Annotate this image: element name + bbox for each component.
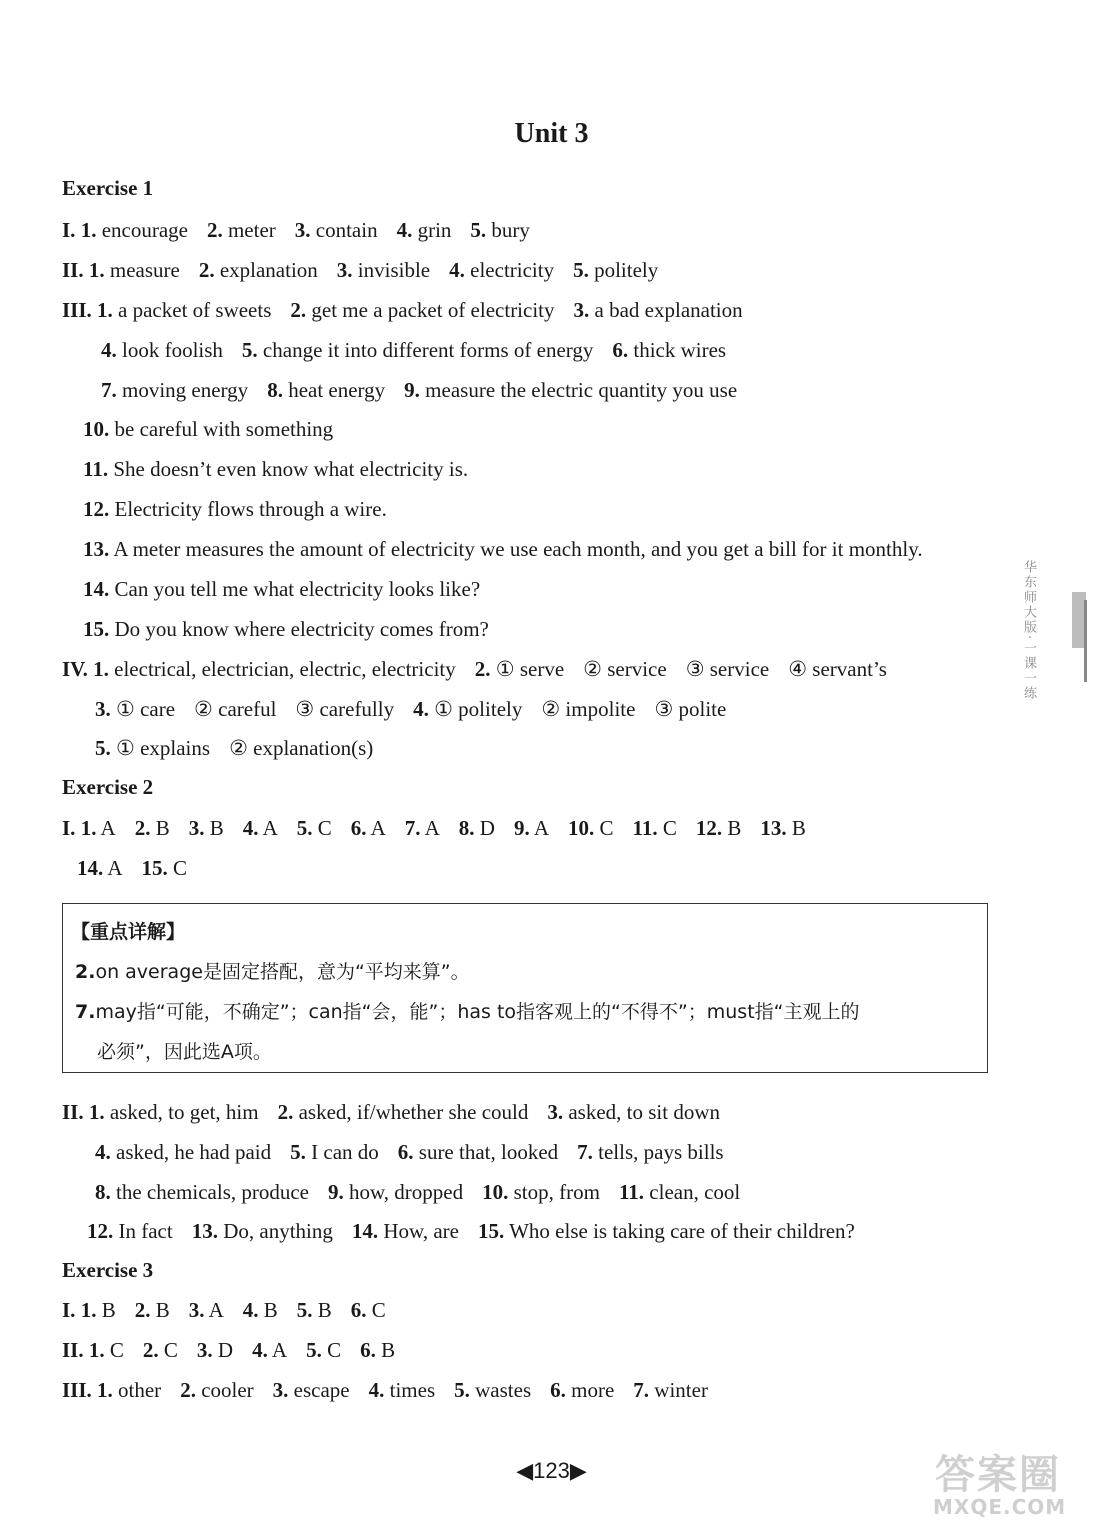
- side-caption: 华东师大版·一课一练: [1021, 560, 1036, 702]
- item-answer: A meter measures the amount of electricity we use each month, and you get a bill for it monthly.: [113, 537, 923, 561]
- answer-line: [83, 616, 489, 642]
- section-label: III.: [62, 1378, 92, 1402]
- answer-item: [229, 735, 373, 761]
- answer-item: [81, 815, 116, 841]
- item-answer: B: [263, 1298, 278, 1322]
- item-answer: measure: [109, 258, 180, 282]
- answer-item: [514, 815, 549, 841]
- watermark-logo: 答案圈 MXQE.COM: [933, 1452, 1067, 1519]
- answer-line: [62, 1377, 708, 1403]
- item-number: 2.: [198, 258, 215, 282]
- item-answer: tells, pays bills: [598, 1140, 724, 1164]
- answer-item: [633, 815, 677, 841]
- item-number: 1.: [80, 1298, 97, 1322]
- answer-item: [397, 217, 452, 243]
- answer-line: [62, 257, 658, 283]
- answer-item: [482, 1179, 600, 1205]
- item-answer: how, dropped: [349, 1180, 464, 1204]
- item-number: 11.: [83, 457, 109, 481]
- answer-item: [306, 1337, 341, 1363]
- answer-item: [87, 1218, 173, 1244]
- item-answer: ③ carefully: [295, 697, 395, 721]
- answer-line: [101, 377, 737, 403]
- answer-item: [574, 297, 743, 323]
- answer-item: [612, 337, 726, 363]
- item-number: 15.: [141, 856, 168, 880]
- item-answer: invisible: [357, 258, 431, 282]
- item-answer: C: [327, 1338, 342, 1362]
- answer-item: [180, 1377, 253, 1403]
- item-number: 5.: [470, 218, 487, 242]
- answer-item: [278, 1099, 529, 1125]
- item-answer: D: [479, 816, 495, 840]
- item-answer: politely: [594, 258, 659, 282]
- section-label: II.: [62, 258, 84, 282]
- page-title: Unit 3: [514, 118, 589, 149]
- item-number: 6.: [550, 1378, 566, 1402]
- answer-item: [449, 257, 554, 283]
- answer-item: [550, 1377, 614, 1403]
- item-number: 4.: [252, 1338, 268, 1362]
- item-answer: a bad explanation: [594, 298, 743, 322]
- item-number: 12.: [83, 497, 110, 521]
- item-number: 1.: [97, 298, 113, 322]
- item-answer: A: [424, 816, 440, 840]
- item-answer: ① explains: [116, 736, 211, 760]
- item-answer: A: [533, 816, 549, 840]
- item-answer: ② explanation(s): [229, 736, 374, 760]
- answer-line: [83, 496, 387, 522]
- answer-item: [568, 815, 614, 841]
- item-answer: A: [100, 816, 116, 840]
- item-number: 7.: [404, 816, 421, 840]
- item-answer: asked, to get, him: [109, 1100, 259, 1124]
- item-number: 13.: [83, 537, 110, 561]
- answer-item: [194, 696, 276, 722]
- item-answer: ① politely: [434, 697, 523, 721]
- item-number: 3.: [188, 1298, 205, 1322]
- answer-item: [97, 1377, 161, 1403]
- item-number: 13.: [191, 1219, 218, 1243]
- answer-item: [81, 217, 188, 243]
- section-label: IV.: [62, 657, 88, 681]
- item-number: 3.: [95, 697, 111, 721]
- item-number: 6.: [360, 1338, 376, 1362]
- answer-item: [788, 656, 887, 682]
- item-answer: change it into different forms of energy: [262, 338, 594, 362]
- item-number: 5.: [241, 338, 258, 362]
- item-answer: a packet of sweets: [118, 298, 272, 322]
- section-label: I.: [62, 218, 76, 242]
- item-answer: A: [208, 1298, 224, 1322]
- item-number: 2.: [142, 1338, 159, 1362]
- answer-item: [252, 1337, 287, 1363]
- item-number: 15.: [83, 617, 110, 641]
- item-answer: Can you tell me what electricity looks like?: [114, 577, 481, 601]
- item-answer: escape: [293, 1378, 350, 1402]
- item-number: 4.: [368, 1378, 385, 1402]
- item-number: 2.: [290, 298, 307, 322]
- item-answer: C: [173, 856, 188, 880]
- answer-line: [87, 1218, 855, 1244]
- answer-item: [547, 1099, 720, 1125]
- item-number: 6.: [612, 338, 629, 362]
- item-number: 8.: [458, 816, 475, 840]
- side-tab-line: [1084, 600, 1087, 682]
- item-answer: A: [370, 816, 386, 840]
- answer-item: [95, 1179, 309, 1205]
- item-answer: measure the electric quantity you use: [425, 378, 738, 402]
- item-number: 2.: [134, 816, 151, 840]
- answer-item: [295, 696, 394, 722]
- answer-item: [478, 1218, 855, 1244]
- item-number: 6.: [350, 1298, 367, 1322]
- answer-line: [83, 456, 468, 482]
- item-answer: asked, to sit down: [568, 1100, 721, 1124]
- answer-item: [295, 217, 378, 243]
- answer-item: [242, 337, 593, 363]
- item-number: 5.: [296, 816, 313, 840]
- item-answer: B: [209, 816, 224, 840]
- item-answer: B: [317, 1298, 332, 1322]
- answer-item: [95, 1139, 271, 1165]
- item-answer: ① serve: [495, 657, 565, 681]
- item-number: 3.: [188, 816, 205, 840]
- item-answer: ① care: [116, 697, 176, 721]
- item-number: 3.: [573, 298, 590, 322]
- section-label: III.: [62, 298, 92, 322]
- item-answer: B: [101, 1298, 116, 1322]
- item-answer: B: [381, 1338, 396, 1362]
- answer-item: [95, 735, 210, 761]
- item-number: 1.: [88, 1100, 105, 1124]
- answer-item: [760, 815, 806, 841]
- answer-item: [351, 1297, 386, 1323]
- answer-item: [143, 1337, 178, 1363]
- answer-item: [404, 377, 737, 403]
- item-answer: heat energy: [288, 378, 386, 402]
- answer-item: [189, 1297, 224, 1323]
- page-number: ◀123▶: [516, 1458, 587, 1483]
- item-number: 14.: [83, 577, 110, 601]
- item-answer: B: [727, 816, 742, 840]
- answer-item: [297, 815, 332, 841]
- answer-item: [360, 1337, 395, 1363]
- item-answer: D: [217, 1338, 234, 1362]
- answer-line: [62, 1297, 386, 1323]
- item-answer: asked, if/whether she could: [298, 1100, 529, 1124]
- answer-line: [62, 1337, 395, 1363]
- item-number: 3.: [196, 1338, 213, 1362]
- item-answer: sure that, looked: [418, 1140, 559, 1164]
- item-answer: get me a packet of electricity: [311, 298, 555, 322]
- answer-item: [633, 1377, 708, 1403]
- answer-item: [192, 1218, 333, 1244]
- item-number: 9.: [513, 816, 530, 840]
- answer-line: [62, 217, 530, 243]
- answer-item: [243, 1297, 278, 1323]
- answer-item: [243, 815, 278, 841]
- item-number: 5.: [296, 1298, 313, 1322]
- item-number: 10.: [482, 1180, 509, 1204]
- item-number: 1.: [80, 816, 97, 840]
- answer-item: [199, 257, 318, 283]
- box-heading: 【重点详解】: [71, 921, 186, 943]
- item-answer: grin: [417, 218, 452, 242]
- answer-item: [273, 1377, 350, 1403]
- item-number: 10.: [567, 816, 595, 840]
- answer-item: [89, 1099, 259, 1125]
- item-number: 5.: [306, 1338, 322, 1362]
- item-number: 4.: [95, 1140, 111, 1164]
- answer-item: [135, 1297, 170, 1323]
- answer-item: [459, 815, 495, 841]
- item-answer: Do you know where electricity comes from?: [114, 617, 489, 641]
- answer-item: [577, 1139, 723, 1165]
- answer-item: [619, 1179, 740, 1205]
- item-number: 4.: [242, 1298, 259, 1322]
- item-number: 2.: [206, 218, 223, 242]
- item-number: 5.: [454, 1378, 470, 1402]
- item-answer: A: [262, 816, 278, 840]
- answer-item: [686, 656, 770, 682]
- answer-item: [189, 815, 224, 841]
- item-answer: times: [389, 1378, 436, 1402]
- item-answer: bury: [491, 218, 530, 242]
- answer-item: [454, 1377, 531, 1403]
- answer-item: [583, 656, 667, 682]
- item-number: 5.: [95, 736, 111, 760]
- item-number: 3.: [272, 1378, 289, 1402]
- item-answer: C: [662, 816, 677, 840]
- item-answer: stop, from: [513, 1180, 600, 1204]
- item-answer: electricity: [470, 258, 555, 282]
- item-number: 13.: [760, 816, 787, 840]
- item-number: 8.: [95, 1180, 111, 1204]
- item-number: 2.: [277, 1100, 294, 1124]
- item-number: 14.: [351, 1219, 379, 1243]
- item-answer: explanation: [219, 258, 318, 282]
- item-answer: A: [107, 856, 123, 880]
- answer-line: [83, 576, 480, 602]
- item-answer: ② service: [583, 657, 667, 681]
- section-label: I.: [62, 816, 76, 840]
- answer-item: [573, 257, 658, 283]
- item-answer: meter: [227, 218, 276, 242]
- item-answer: ④ servant’s: [788, 657, 887, 681]
- item-number: 9.: [404, 378, 420, 402]
- answer-line: [62, 297, 743, 323]
- answer-line: [95, 1139, 724, 1165]
- item-number: 11.: [632, 816, 658, 840]
- item-answer: moving energy: [122, 378, 249, 402]
- item-answer: the chemicals, produce: [116, 1180, 309, 1204]
- item-answer: contain: [315, 218, 378, 242]
- item-answer: How, are: [383, 1219, 459, 1243]
- answer-line: [62, 1099, 720, 1125]
- item-answer: ③ service: [685, 657, 770, 681]
- item-number: 4.: [101, 338, 117, 362]
- item-answer: be careful with something: [114, 417, 334, 441]
- answer-line: [95, 735, 373, 761]
- item-number: 2.: [474, 657, 491, 681]
- item-number: 12.: [87, 1219, 114, 1243]
- item-answer: Electricity flows through a wire.: [114, 497, 387, 521]
- answer-item: [142, 855, 188, 881]
- answer-item: [81, 1297, 116, 1323]
- answer-item: [475, 656, 564, 682]
- item-answer: In fact: [118, 1219, 173, 1243]
- answer-item: [135, 815, 170, 841]
- item-answer: A: [271, 1338, 288, 1362]
- item-number: 5.: [290, 1140, 306, 1164]
- answer-item: [95, 696, 175, 722]
- answer-line: [77, 855, 187, 881]
- item-number: 2.: [134, 1298, 151, 1322]
- section-label: II.: [62, 1338, 84, 1362]
- box-note: 必须”，因此选A项。: [97, 1041, 272, 1063]
- answer-line: [95, 696, 726, 722]
- item-answer: winter: [654, 1378, 708, 1402]
- answer-item: [290, 1139, 379, 1165]
- item-answer: Do, anything: [223, 1219, 333, 1243]
- item-number: 10.: [83, 417, 110, 441]
- answer-line: [62, 815, 806, 841]
- answer-line: [62, 656, 887, 682]
- answer-item: [77, 855, 123, 881]
- answer-item: [405, 815, 440, 841]
- item-number: 4.: [413, 697, 429, 721]
- box-note: 2.on average是固定搭配，意为“平均来算”。: [75, 961, 470, 983]
- item-answer: ② impolite: [541, 697, 636, 721]
- answer-item: [413, 696, 522, 722]
- answer-item: [696, 815, 742, 841]
- answer-item: [89, 257, 180, 283]
- answer-item: [197, 1337, 233, 1363]
- item-answer: asked, he had paid: [116, 1140, 272, 1164]
- item-number: 6.: [350, 816, 367, 840]
- exercise-heading: Exercise 3: [62, 1258, 154, 1282]
- item-number: 7.: [101, 378, 117, 402]
- answer-item: [89, 1337, 124, 1363]
- answer-line: [83, 536, 923, 562]
- answer-item: [101, 377, 248, 403]
- box-note: 7.may指“可能，不确定”；can指“会，能”；has to指客观上的“不得不”；must指“主观上的: [75, 1001, 860, 1023]
- answer-item: [97, 297, 271, 323]
- item-answer: C: [109, 1338, 124, 1362]
- item-answer: C: [371, 1298, 386, 1322]
- item-answer: look foolish: [122, 338, 223, 362]
- item-number: 3.: [547, 1100, 564, 1124]
- item-answer: I can do: [311, 1140, 379, 1164]
- section-label: II.: [62, 1100, 84, 1124]
- item-answer: other: [118, 1378, 162, 1402]
- answer-item: [93, 656, 456, 682]
- exercise-heading: Exercise 2: [62, 775, 154, 799]
- item-number: 6.: [397, 1140, 414, 1164]
- item-answer: Who else is taking care of their children?: [509, 1219, 855, 1243]
- item-number: 2.: [180, 1378, 196, 1402]
- item-answer: wastes: [475, 1378, 532, 1402]
- item-number: 8.: [267, 378, 283, 402]
- key-points-box: [62, 903, 988, 1073]
- item-answer: more: [571, 1378, 615, 1402]
- item-number: 1.: [80, 218, 97, 242]
- answer-item: [352, 1218, 459, 1244]
- answer-item: [101, 337, 223, 363]
- item-answer: B: [791, 816, 806, 840]
- item-answer: encourage: [101, 218, 188, 242]
- item-number: 1.: [88, 1338, 105, 1362]
- answer-item: [351, 815, 386, 841]
- item-answer: C: [599, 816, 614, 840]
- item-answer: C: [163, 1338, 178, 1362]
- item-answer: clean, cool: [649, 1180, 741, 1204]
- answer-line: [95, 1179, 740, 1205]
- answer-item: [398, 1139, 558, 1165]
- item-number: 5.: [573, 258, 589, 282]
- item-answer: ② careful: [194, 697, 277, 721]
- answer-item: [654, 696, 726, 722]
- item-answer: C: [317, 816, 332, 840]
- item-answer: cooler: [201, 1378, 254, 1402]
- answer-item: [470, 217, 530, 243]
- item-number: 7.: [633, 1378, 650, 1402]
- item-answer: B: [155, 1298, 170, 1322]
- answer-item: [541, 696, 635, 722]
- item-number: 7.: [577, 1140, 593, 1164]
- item-number: 11.: [618, 1180, 645, 1204]
- item-number: 3.: [336, 258, 353, 282]
- item-number: 9.: [328, 1180, 344, 1204]
- answer-item: [267, 377, 385, 403]
- item-number: 4.: [242, 816, 259, 840]
- answer-line: [83, 416, 333, 442]
- section-label: I.: [62, 1298, 76, 1322]
- item-answer: She doesn’t even know what electricity is.: [113, 457, 469, 481]
- item-number: 3.: [294, 218, 311, 242]
- answer-item: [207, 217, 276, 243]
- item-number: 1.: [88, 258, 105, 282]
- answer-item: [369, 1377, 436, 1403]
- item-number: 4.: [396, 218, 413, 242]
- item-answer: electrical, electrician, electric, electricity: [114, 657, 456, 681]
- item-answer: B: [155, 816, 170, 840]
- item-number: 1.: [93, 657, 109, 681]
- item-answer: ③ polite: [654, 697, 727, 721]
- exercise-heading: Exercise 1: [62, 176, 154, 200]
- item-number: 4.: [449, 258, 465, 282]
- item-number: 1.: [97, 1378, 113, 1402]
- answer-item: [290, 297, 554, 323]
- answer-item: [337, 257, 430, 283]
- item-number: 12.: [695, 816, 723, 840]
- answer-item: [328, 1179, 463, 1205]
- answer-line: [101, 337, 726, 363]
- item-answer: thick wires: [633, 338, 727, 362]
- item-number: 14.: [77, 856, 104, 880]
- item-number: 15.: [477, 1219, 505, 1243]
- answer-item: [297, 1297, 332, 1323]
